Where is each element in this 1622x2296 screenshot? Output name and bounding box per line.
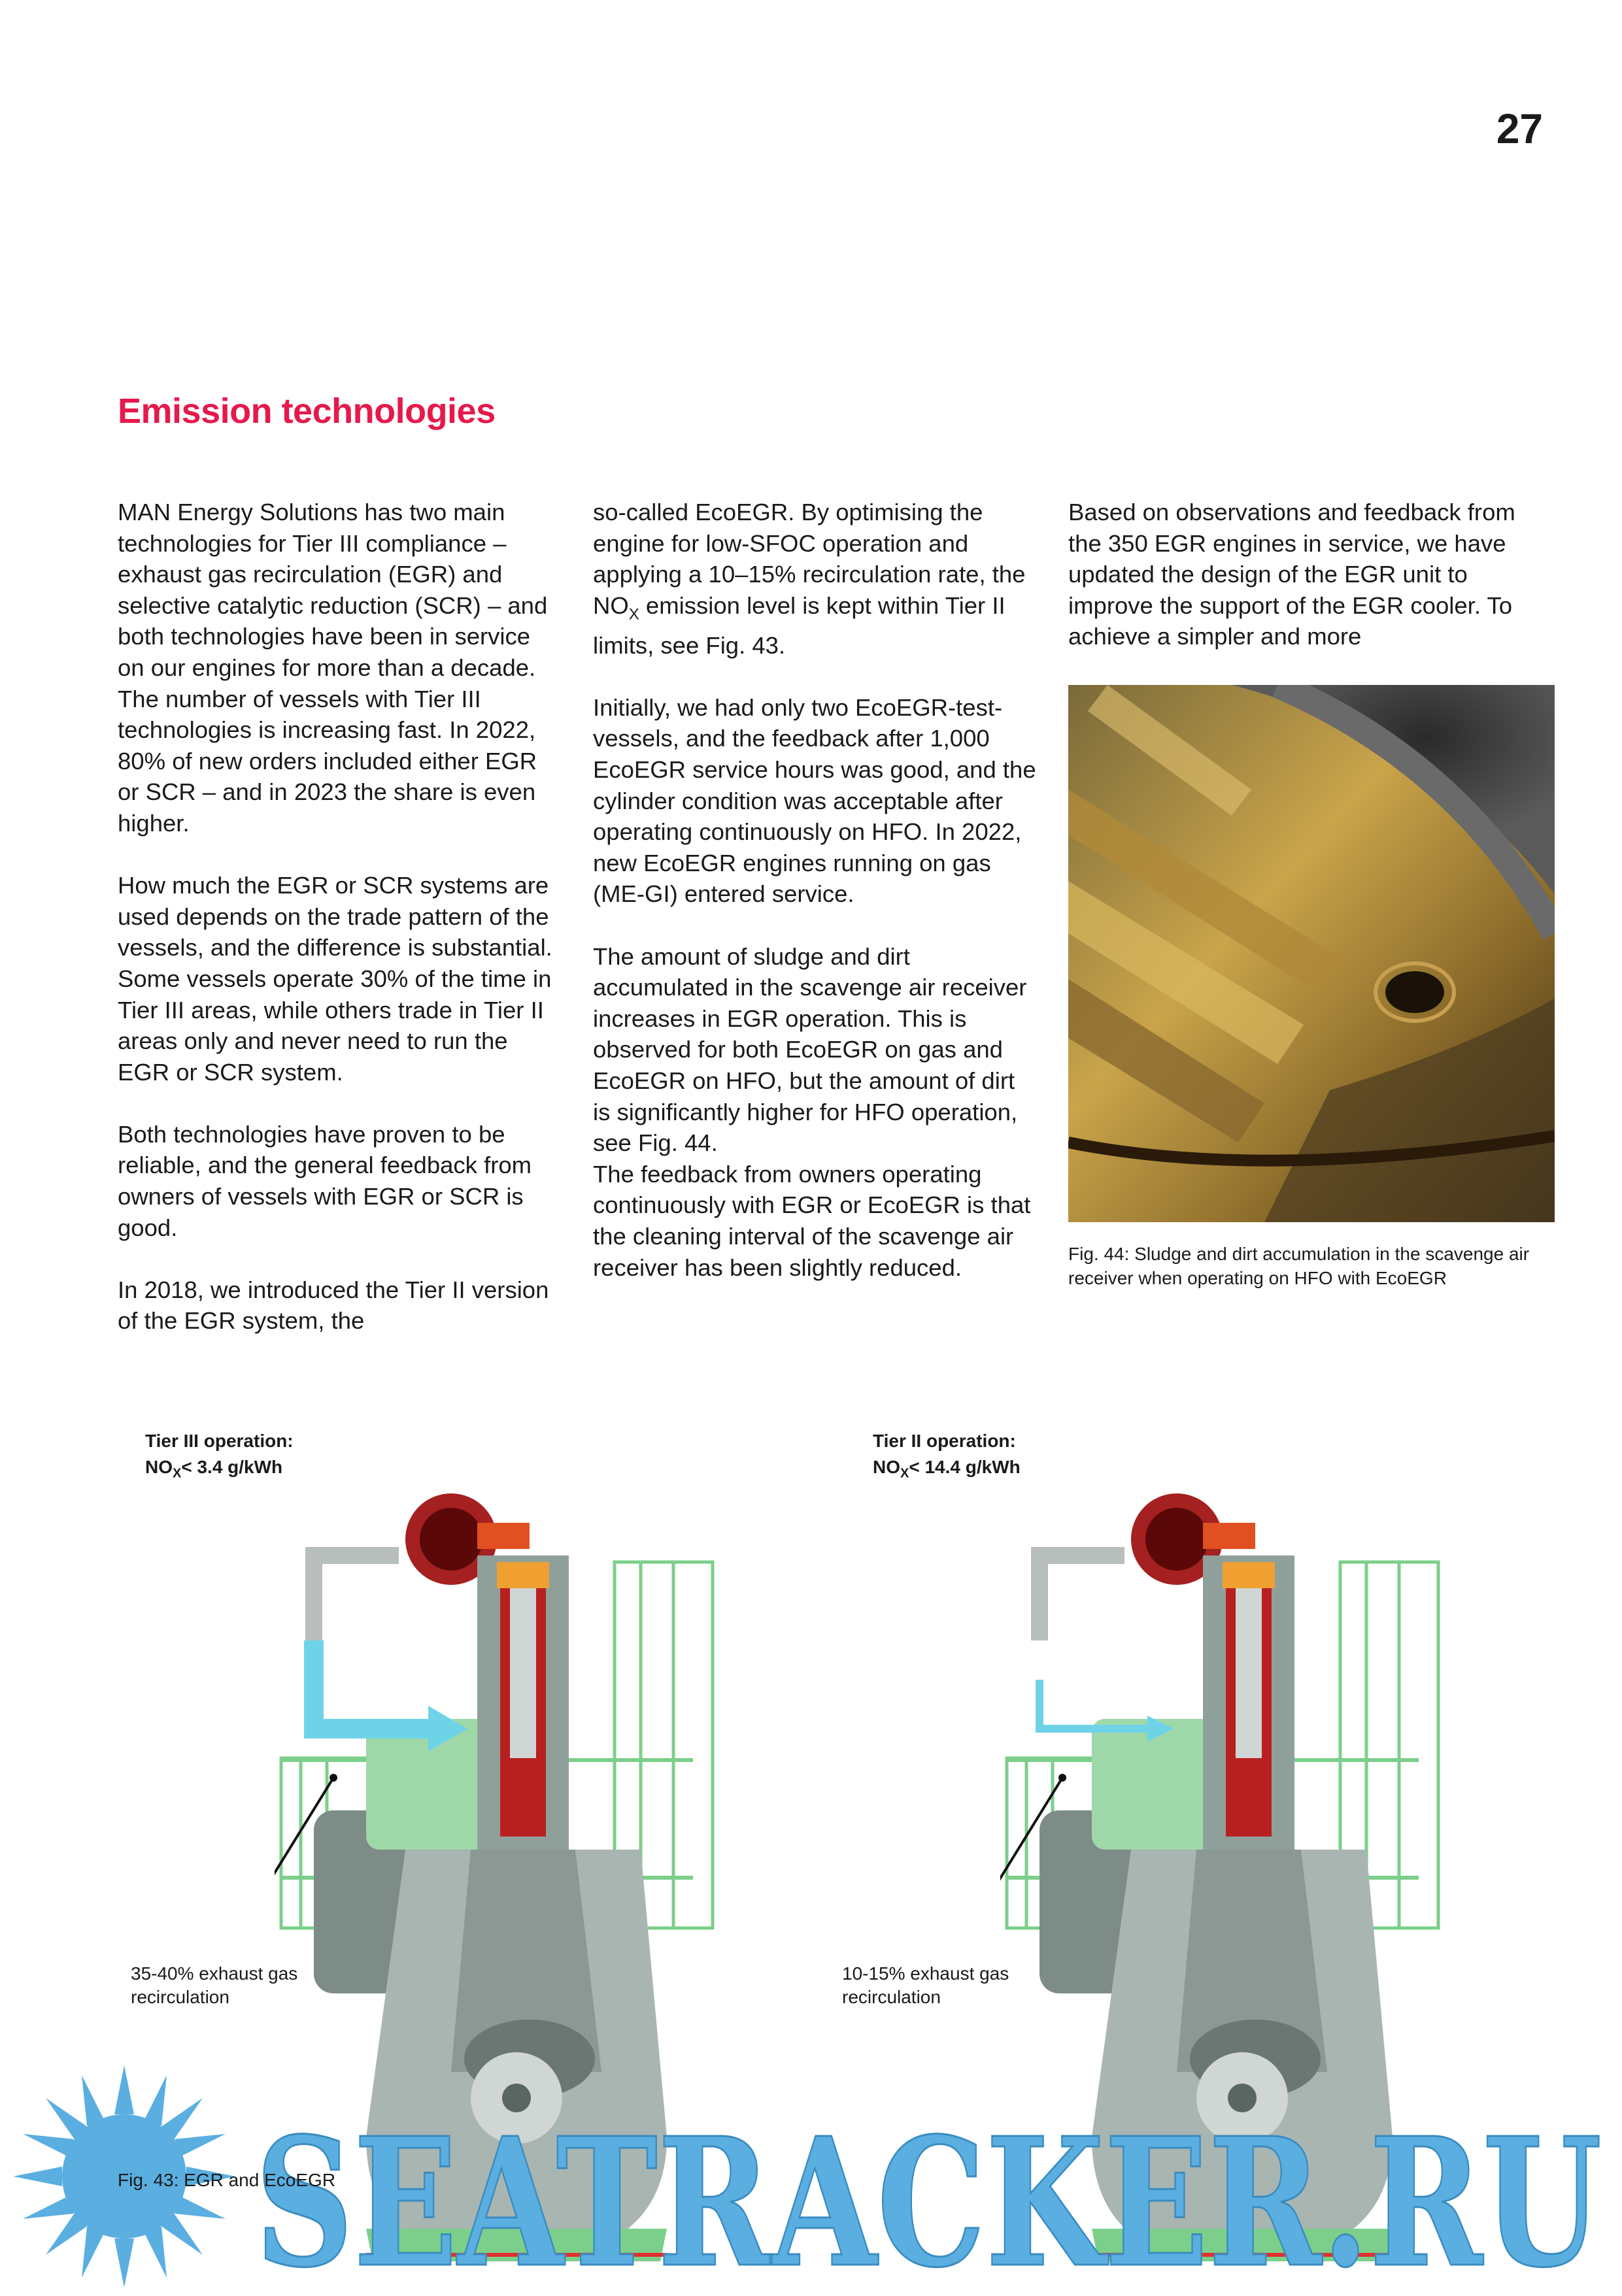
- text-column-3: [1068, 497, 1526, 652]
- text-column-1: [118, 497, 562, 1337]
- paragraph: so-called EcoEGR. By optimising the engine for low-SFOC operation and applying a 10–15% recirculation rate, the $NO_X$ emission level is kept within Tier II limits, see Fig. 43.: [593, 499, 1026, 659]
- paragraph: Both technologies have proven to be reliable, and the general feedback from owners of vessels with EGR or SCR is good.: [118, 1120, 532, 1241]
- paragraph: The amount of sludge and dirt accumulated in the scavenge air receiver increases in EGR operation. This is observed for both EcoEGR on gas and EcoEGR on HFO, but the amount of dirt is significantly higher for HFO operation, see Fig. 44.: [593, 942, 1027, 1157]
- recirculation-label-tier3: 35-40% exhaust gas recirculation: [131, 1963, 298, 2007]
- tier3-label: Tier III operation: $NO_X< 3.4$ g/kWh: [145, 1431, 294, 1481]
- figure-43-caption: Fig. 43: EGR and EcoEGR: [118, 2170, 336, 2190]
- tier2-label: Tier II operation: $NO_X< 14.4$ g/kWh: [873, 1431, 1021, 1481]
- paragraph: The feedback from owners operating continuously with EGR or EcoEGR is that the cleaning interval of the scavenge air receiver has been slightly reduced.: [593, 1160, 1031, 1281]
- page-title: Emission technologies: [118, 391, 496, 431]
- watermark-text: SEATRACKER.RU: [255, 2099, 1602, 2293]
- paragraph: Based on observations and feedback from the 350 EGR engines in service, we have updated the design of the EGR unit to improve the support of the EGR cooler. To achieve a simpler and more: [1068, 499, 1515, 650]
- text-column-2: [593, 497, 1038, 1283]
- paragraph: In 2018, we introduced the Tier II version of the EGR system, the: [118, 1276, 549, 1335]
- recirculation-label-tier2: 10-15% exhaust gas recirculation: [842, 1963, 1009, 2007]
- page-number: 27: [1496, 105, 1543, 152]
- scavenge-air-receiver-photo: [1068, 685, 1555, 1222]
- paragraph: How much the EGR or SCR systems are used depends on the trade pattern of the vessels, and the difference is substantial. Some vessels operate 30% of the time in Tier III areas, while others trade in Tier II areas only and never need to run the EGR or SCR system.: [118, 872, 552, 1086]
- figure-44-caption: Fig. 44: Sludge and dirt accumulation in the scavenge air receiver when operating on HFO with EcoEGR: [1068, 1244, 1530, 1288]
- paragraph: MAN Energy Solutions has two main technologies for Tier III compliance – exhaust gas recirculation (EGR) and selective catalytic reduction (SCR) – and both technologies have been in service on our engines for more than a decade. The number of vessels with Tier III technologies is increasing fast. In 2022, 80% of new orders included either EGR or SCR – and in 2023 the share is even higher.: [118, 499, 548, 837]
- paragraph: Initially, we had only two EcoEGR-test-vessels, and the feedback after 1,000 EcoEGR service hours was good, and the cylinder condition was acceptable after operating continuously on HFO. In 2022, new EcoEGR engines running on gas (ME-GI) entered service.: [593, 693, 1036, 908]
